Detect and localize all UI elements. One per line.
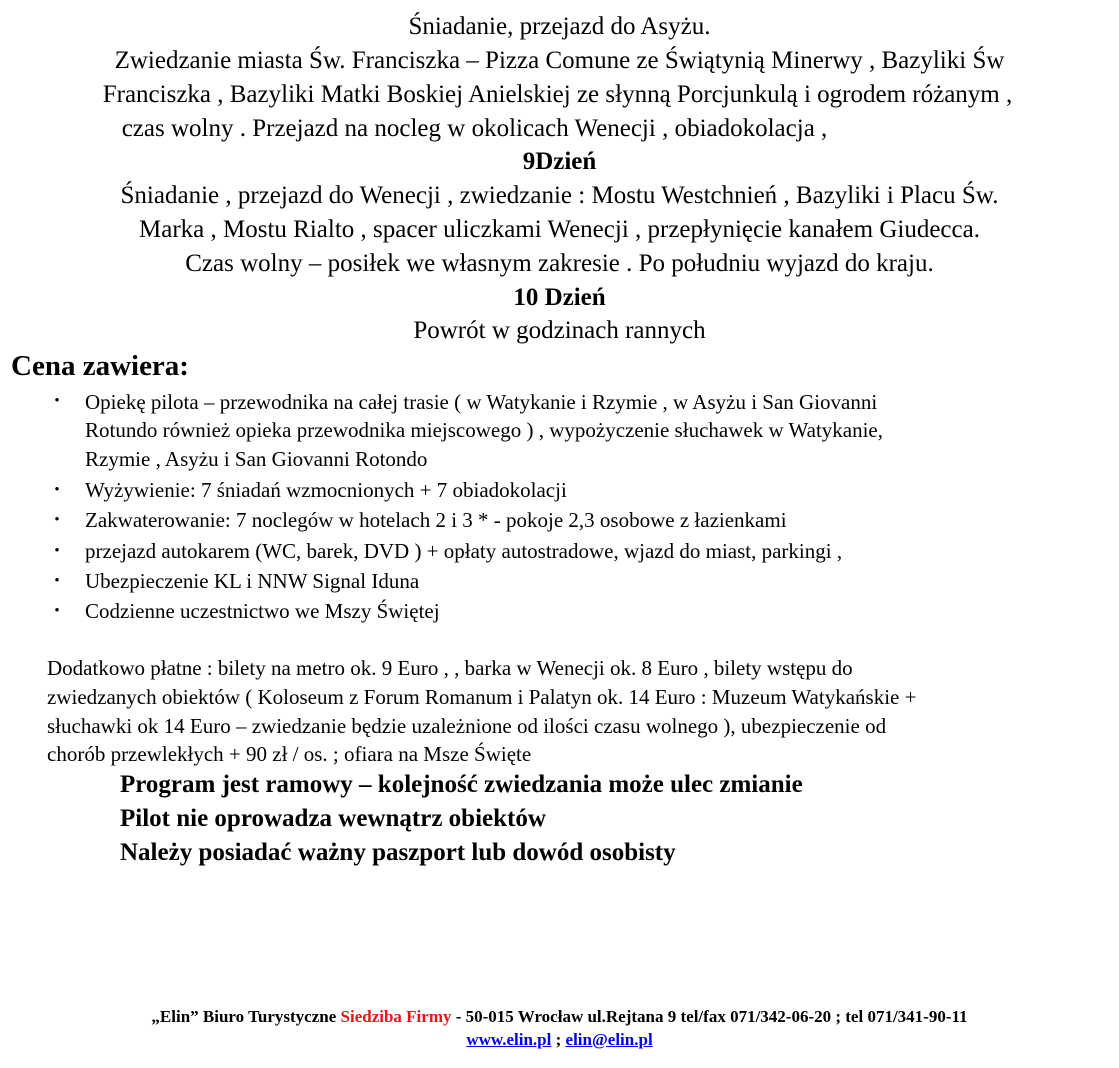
note-3: Należy posiadać ważny paszport lub dowód osobisty (120, 839, 676, 866)
include-item-1-line-2: Rotundo również opieka przewodnika miejscowego ) , wypożyczenie słuchawek w Watykanie, (85, 418, 883, 442)
day9-line-3: Czas wolny – posiłek we własnym zakresie . Po południu wyjazd do kraju. (185, 250, 934, 277)
day9-line-2: Marka , Mostu Rialto , spacer uliczkami Wenecji , przepłynięcie kanałem Giudecca. (139, 216, 980, 243)
footer-company: „Elin” Biuro Turystyczne (151, 1007, 341, 1026)
day10-line-1: Powrót w godzinach rannych (413, 317, 706, 344)
bullet-4: • (54, 543, 60, 559)
note-2: Pilot nie oprowadza wewnątrz obiektów (120, 805, 546, 832)
email-link[interactable]: elin@elin.pl (565, 1030, 653, 1049)
note-1: Program jest ramowy – kolejność zwiedzania może ulec zmianie (120, 771, 803, 798)
day8-line-1: Śniadanie, przejazd do Asyżu. (408, 13, 711, 40)
bullet-6: • (54, 603, 60, 619)
day8-line-3: Franciszka , Bazyliki Matki Boskiej Anielskiej ze słynną Porcjunkulą i ogrodem różanym , (102, 81, 1013, 108)
bullet-2: • (54, 482, 60, 498)
include-item-2: Wyżywienie: 7 śniadań wzmocnionych + 7 obiadokolacji (85, 478, 567, 502)
day9-line-1: Śniadanie , przejazd do Wenecji , zwiedzanie : Mostu Westchnień , Bazyliki i Placu Św. (120, 182, 999, 209)
bullet-1: • (54, 393, 60, 409)
extra-line-2: zwiedzanych obiektów ( Koloseum z Forum Romanum i Palatyn ok. 14 Euro : Muzeum Watykańskie + (47, 685, 917, 709)
includes-heading: Cena zawiera: (11, 350, 189, 382)
footer-seat: Siedziba Firmy (340, 1007, 452, 1026)
footer-links (0, 1030, 1119, 1050)
extra-line-3: słuchawki ok 14 Euro – zwiedzanie będzie uzależnione od ilości czasu wolnego ), ubezpieczenie od (47, 714, 887, 738)
day8-line-2: Zwiedzanie miasta Św. Franciszka – Pizza Comune ze Świątynią Minerwy , Bazyliki Św (114, 47, 1005, 74)
include-item-6: Codzienne uczestnictwo we Mszy Świętej (85, 599, 440, 623)
footer-contact (0, 1007, 1119, 1027)
include-item-1-line-3: Rzymie , Asyżu i San Giovanni Rotondo (85, 447, 428, 471)
day9-heading: 9Dzień (522, 148, 597, 175)
extra-line-4: chorób przewlekłych + 90 zł / os. ; ofiara na Msze Święte (47, 742, 532, 766)
footer-address: - 50-015 Wrocław ul.Rejtana 9 tel/fax 071/342-06-20 ; tel 071/341-90-11 (451, 1007, 968, 1026)
include-item-4: przejazd autokarem (WC, barek, DVD ) + opłaty autostradowe, wjazd do miast, parkingi , (85, 539, 843, 563)
day10-heading: 10 Dzień (513, 284, 606, 311)
day8-line-4: czas wolny . Przejazd na nocleg w okolicach Wenecji , obiadokolacja , (121, 115, 828, 142)
bullet-3: • (54, 512, 60, 528)
include-item-3: Zakwaterowanie: 7 noclegów w hotelach 2 i 3 * - pokoje 2,3 osobowe z łazienkami (85, 508, 787, 532)
extra-line-1: Dodatkowo płatne : bilety na metro ok. 9 Euro , , barka w Wenecji ok. 8 Euro , bilety wstępu do (47, 656, 853, 680)
bullet-5: • (54, 573, 60, 589)
include-item-5: Ubezpieczenie KL i NNW Signal Iduna (85, 569, 420, 593)
include-item-1-line-1: Opiekę pilota – przewodnika na całej trasie ( w Watykanie i Rzymie , w Asyżu i San Giovanni (85, 390, 878, 414)
footer-separator: ; (551, 1030, 566, 1049)
website-link[interactable]: www.elin.pl (466, 1030, 552, 1049)
